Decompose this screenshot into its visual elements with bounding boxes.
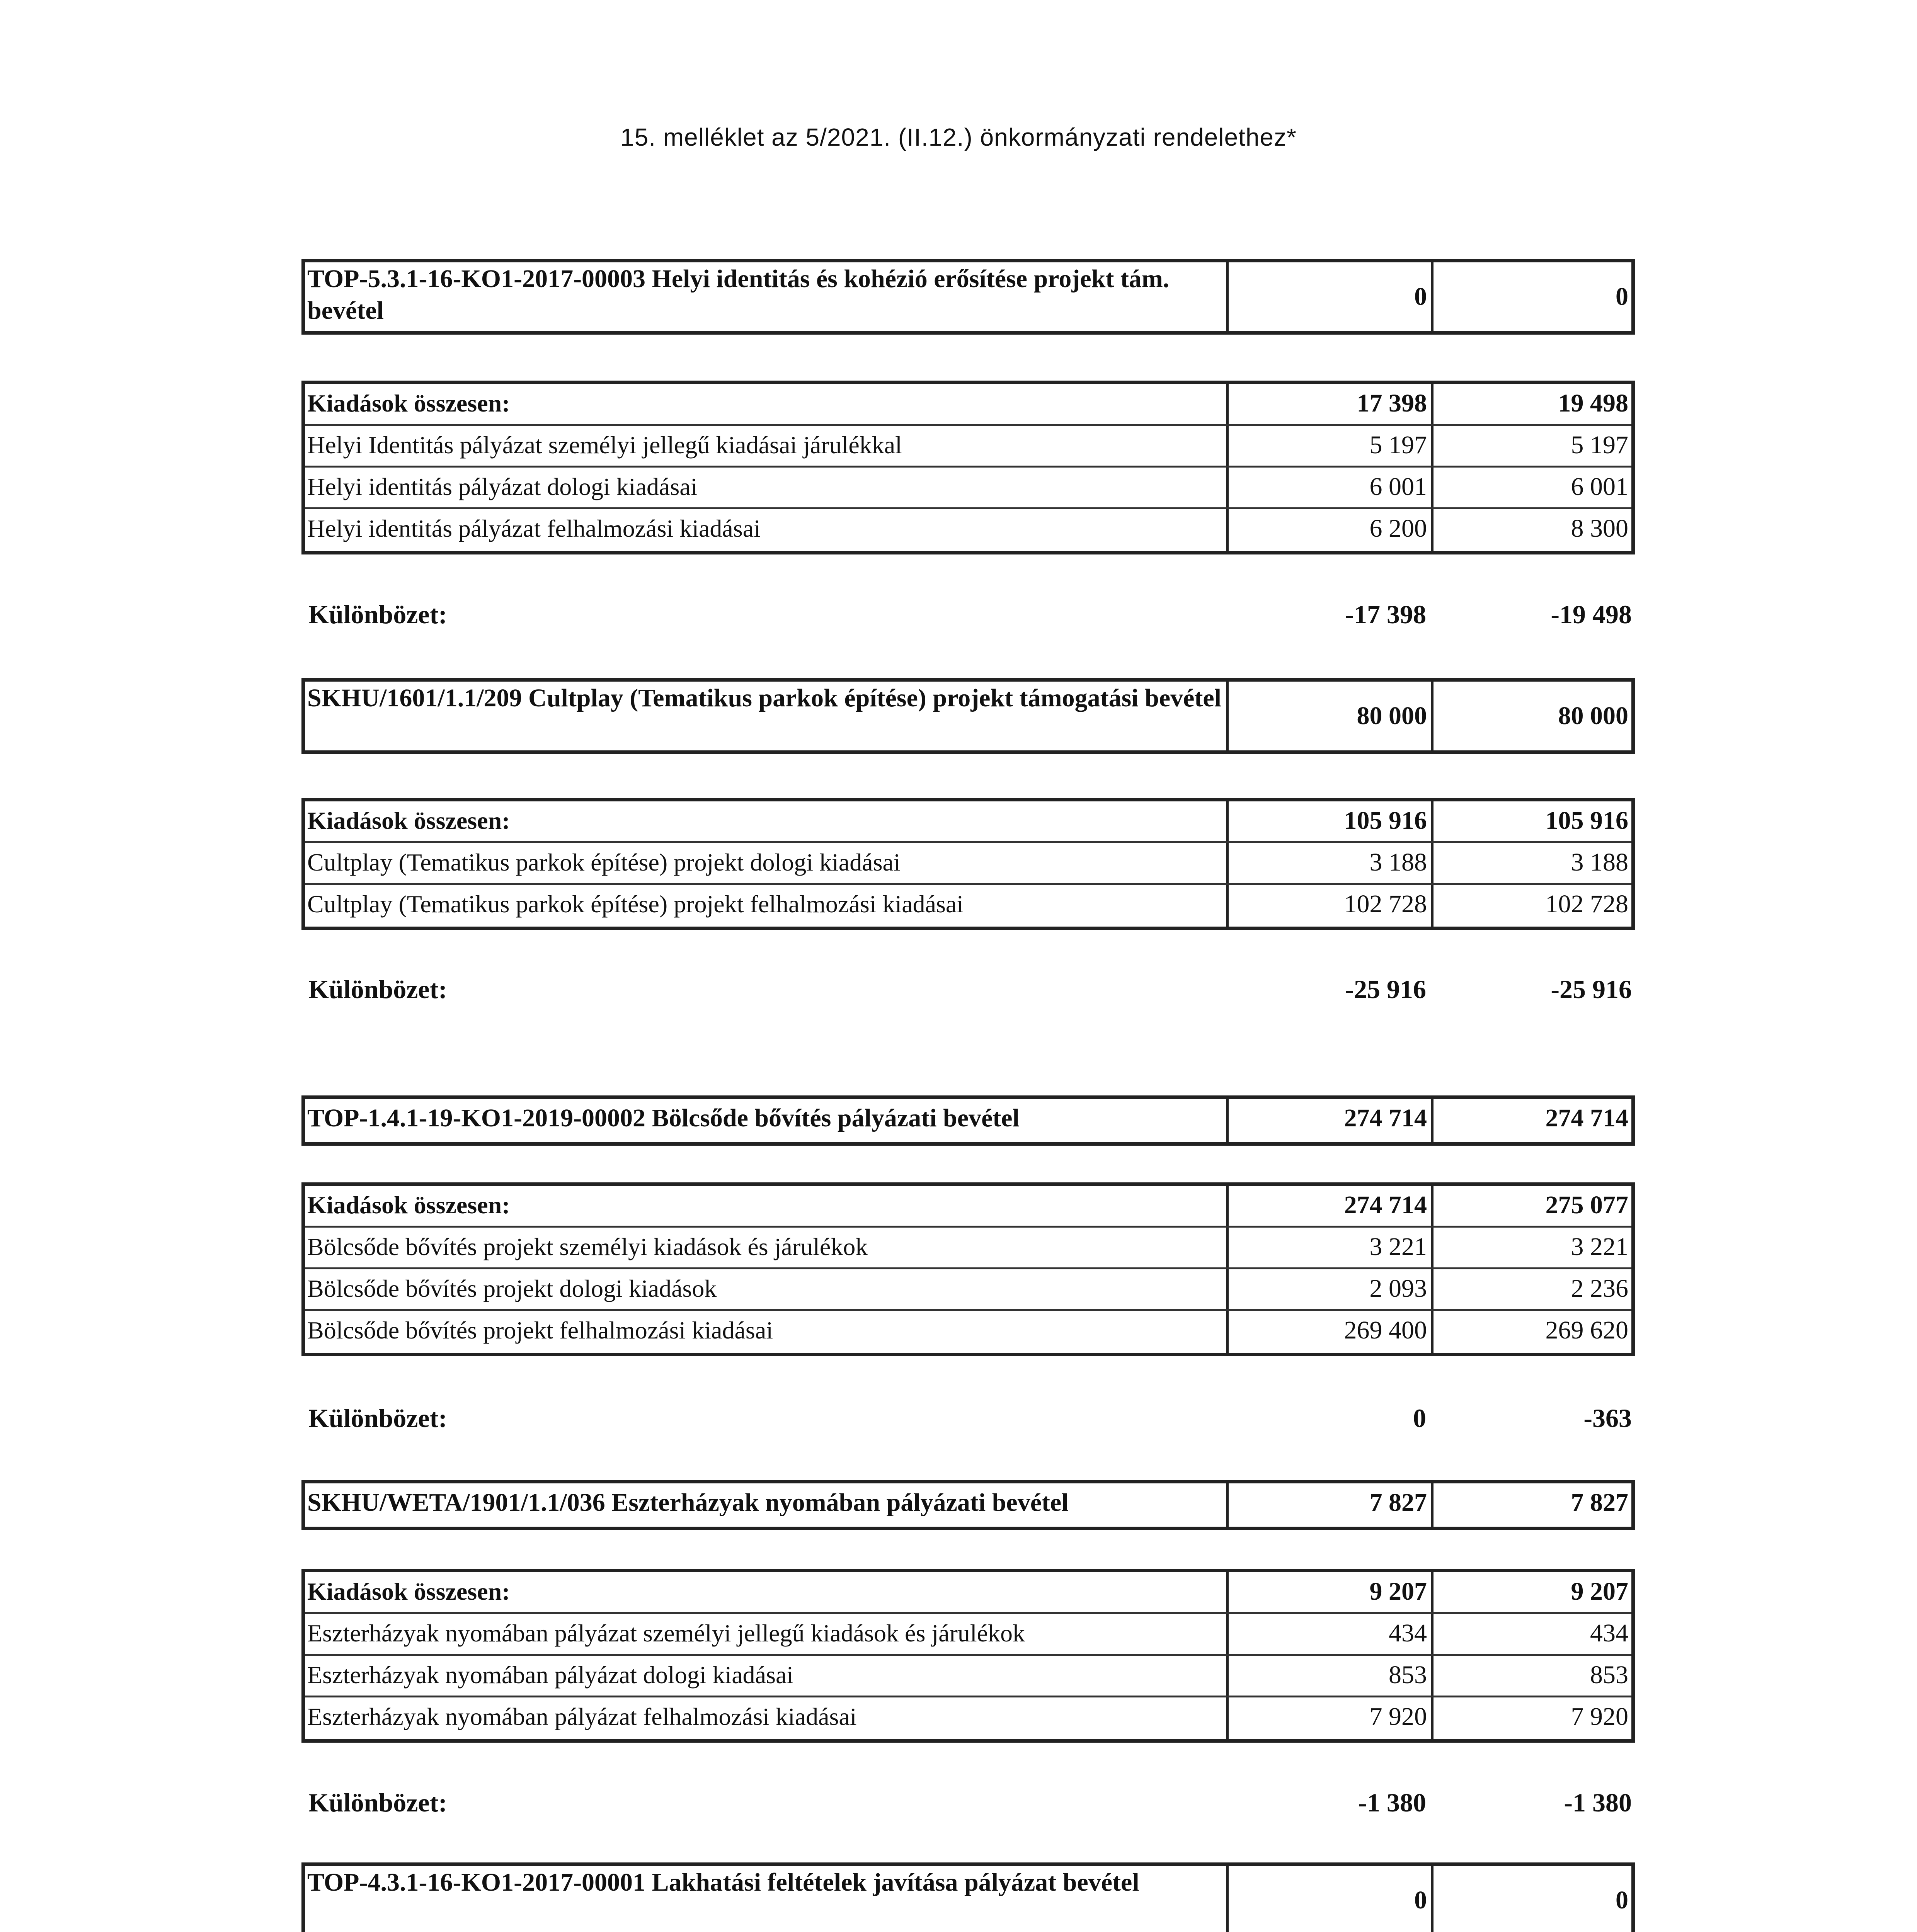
income-label: TOP-4.3.1-16-KO1-2017-00001 Lakhatási feltételek javítása pályázat bevétel [305, 1866, 1229, 1932]
expense-value-2: 105 916 [1545, 806, 1628, 835]
difference-row [301, 1783, 1635, 1822]
difference-value-1: -25 916 [1345, 975, 1426, 1004]
expense-label: Kiadások összesen: [305, 1572, 1229, 1612]
expense-label: Eszterházyak nyomában pályázat dologi kiadásai [305, 1656, 1229, 1696]
expense-table [301, 1569, 1635, 1743]
expense-value-1: 105 916 [1229, 801, 1433, 841]
expense-value-1: 274 714 [1229, 1186, 1433, 1226]
expense-label: Eszterházyak nyomában pályázat felhalmozási kiadásai [305, 1697, 1229, 1739]
table-row [305, 1228, 1631, 1269]
income-box [301, 678, 1635, 754]
table-row [305, 1656, 1631, 1697]
income-table [301, 678, 1635, 754]
difference-value-1: 0 [1413, 1403, 1426, 1433]
expense-value-1: 3 221 [1229, 1228, 1433, 1267]
expense-label: Helyi Identitás pályázat személyi jellegű kiadásai járulékkal [305, 426, 1229, 466]
page-header: 15. melléklet az 5/2021. (II.12.) önkormányzati rendelethez* [620, 123, 1297, 151]
expense-value-1: 853 [1229, 1656, 1433, 1696]
income-box [301, 1480, 1635, 1530]
table-row [305, 885, 1631, 927]
expense-value-1: 269 400 [1229, 1311, 1433, 1353]
expense-label: Eszterházyak nyomában pályázat személyi jellegű kiadások és járulékok [305, 1614, 1229, 1654]
income-value-2: 7 827 [1571, 1488, 1628, 1517]
table-row [305, 1186, 1631, 1228]
income-label: TOP-5.3.1-16-KO1-2017-00003 Helyi identitás és kohézió erősítése projekt tám. bevétel [305, 262, 1229, 331]
table-row [305, 468, 1631, 509]
difference-value-2: -25 916 [1551, 975, 1632, 1004]
expense-label: Kiadások összesen: [305, 384, 1229, 424]
expense-box [301, 1569, 1635, 1743]
expense-value-2: 269 620 [1545, 1316, 1628, 1344]
table-row [305, 843, 1631, 885]
income-label: SKHU/1601/1.1/209 Cultplay (Tematikus parkok építése) projekt támogatási bevétel [305, 682, 1229, 750]
income-value-1: 274 714 [1229, 1099, 1433, 1142]
expense-value-1: 102 728 [1229, 885, 1433, 927]
difference-label: Különbözet: [308, 1788, 447, 1817]
expense-box [301, 381, 1635, 554]
income-label: SKHU/WETA/1901/1.1/036 Eszterházyak nyomában pályázati bevétel [305, 1483, 1229, 1527]
income-value-1: 0 [1229, 262, 1433, 331]
income-box [301, 1862, 1635, 1932]
table-row [305, 1099, 1631, 1142]
expense-box [301, 1182, 1635, 1356]
expense-value-2: 19 498 [1558, 389, 1628, 417]
expense-value-1: 6 001 [1229, 468, 1433, 507]
table-row [305, 801, 1631, 843]
expense-value-2: 9 207 [1571, 1577, 1628, 1605]
difference-label: Különbözet: [308, 600, 447, 629]
expense-value-2: 3 188 [1571, 848, 1628, 876]
expense-value-1: 6 200 [1229, 509, 1433, 551]
table-row [305, 1697, 1631, 1739]
expense-value-1: 5 197 [1229, 426, 1433, 466]
difference-value-1: -1 380 [1358, 1788, 1426, 1817]
expense-value-1: 3 188 [1229, 843, 1433, 883]
income-box [301, 1095, 1635, 1146]
expense-label: Bölcsőde bővítés projekt felhalmozási kiadásai [305, 1311, 1229, 1353]
expense-table [301, 798, 1635, 930]
expense-label: Kiadások összesen: [305, 801, 1229, 841]
difference-row [301, 1399, 1635, 1437]
expense-value-2: 2 236 [1571, 1274, 1628, 1303]
expense-value-2: 8 300 [1571, 514, 1628, 543]
table-row [305, 1866, 1631, 1932]
difference-value-1: -17 398 [1345, 600, 1426, 629]
difference-label: Különbözet: [308, 975, 447, 1004]
expense-value-2: 434 [1590, 1619, 1628, 1647]
income-table [301, 259, 1635, 335]
expense-value-1: 7 920 [1229, 1697, 1433, 1739]
difference-row [301, 595, 1635, 634]
difference-value-2: -19 498 [1551, 600, 1632, 629]
expense-label: Cultplay (Tematikus parkok építése) projekt dologi kiadásai [305, 843, 1229, 883]
expense-value-1: 434 [1229, 1614, 1433, 1654]
income-value-2: 80 000 [1558, 702, 1628, 730]
expense-value-2: 275 077 [1545, 1191, 1628, 1219]
income-value-1: 0 [1229, 1866, 1433, 1932]
table-row [305, 1614, 1631, 1656]
expense-label: Kiadások összesen: [305, 1186, 1229, 1226]
expense-value-1: 17 398 [1229, 384, 1433, 424]
expense-value-1: 2 093 [1229, 1269, 1433, 1309]
difference-value-2: -363 [1583, 1403, 1632, 1433]
income-value-1: 7 827 [1229, 1483, 1433, 1527]
table-row [305, 1269, 1631, 1311]
table-row [305, 1483, 1631, 1527]
income-value-2: 274 714 [1545, 1104, 1628, 1132]
income-value-1: 80 000 [1229, 682, 1433, 750]
expense-value-2: 7 920 [1571, 1702, 1628, 1731]
expense-label: Helyi identitás pályázat felhalmozási kiadásai [305, 509, 1229, 551]
expense-label: Bölcsőde bővítés projekt személyi kiadások és járulékok [305, 1228, 1229, 1267]
table-row [305, 682, 1631, 750]
expense-value-2: 102 728 [1545, 890, 1628, 918]
difference-value-2: -1 380 [1564, 1788, 1632, 1817]
expense-value-1: 9 207 [1229, 1572, 1433, 1612]
table-row [305, 384, 1631, 426]
income-label: TOP-1.4.1-19-KO1-2019-00002 Bölcsőde bővítés pályázati bevétel [305, 1099, 1229, 1142]
income-table [301, 1862, 1635, 1932]
income-value-2: 0 [1616, 1886, 1628, 1914]
expense-label: Bölcsőde bővítés projekt dologi kiadások [305, 1269, 1229, 1309]
income-table [301, 1095, 1635, 1146]
table-row [305, 1311, 1631, 1353]
income-table [301, 1480, 1635, 1530]
table-row [305, 426, 1631, 468]
expense-label: Cultplay (Tematikus parkok építése) projekt felhalmozási kiadásai [305, 885, 1229, 927]
expense-value-2: 3 221 [1571, 1233, 1628, 1261]
table-row [305, 509, 1631, 551]
difference-label: Különbözet: [308, 1403, 447, 1433]
income-box [301, 259, 1635, 335]
expense-value-2: 853 [1590, 1661, 1628, 1689]
difference-row [301, 970, 1635, 1009]
expense-table [301, 1182, 1635, 1356]
table-row [305, 1572, 1631, 1614]
expense-value-2: 5 197 [1571, 431, 1628, 459]
expense-label: Helyi identitás pályázat dologi kiadásai [305, 468, 1229, 507]
expense-box [301, 798, 1635, 930]
expense-table [301, 381, 1635, 554]
expense-value-2: 6 001 [1571, 473, 1628, 501]
table-row [305, 262, 1631, 331]
income-value-2: 0 [1616, 282, 1628, 311]
